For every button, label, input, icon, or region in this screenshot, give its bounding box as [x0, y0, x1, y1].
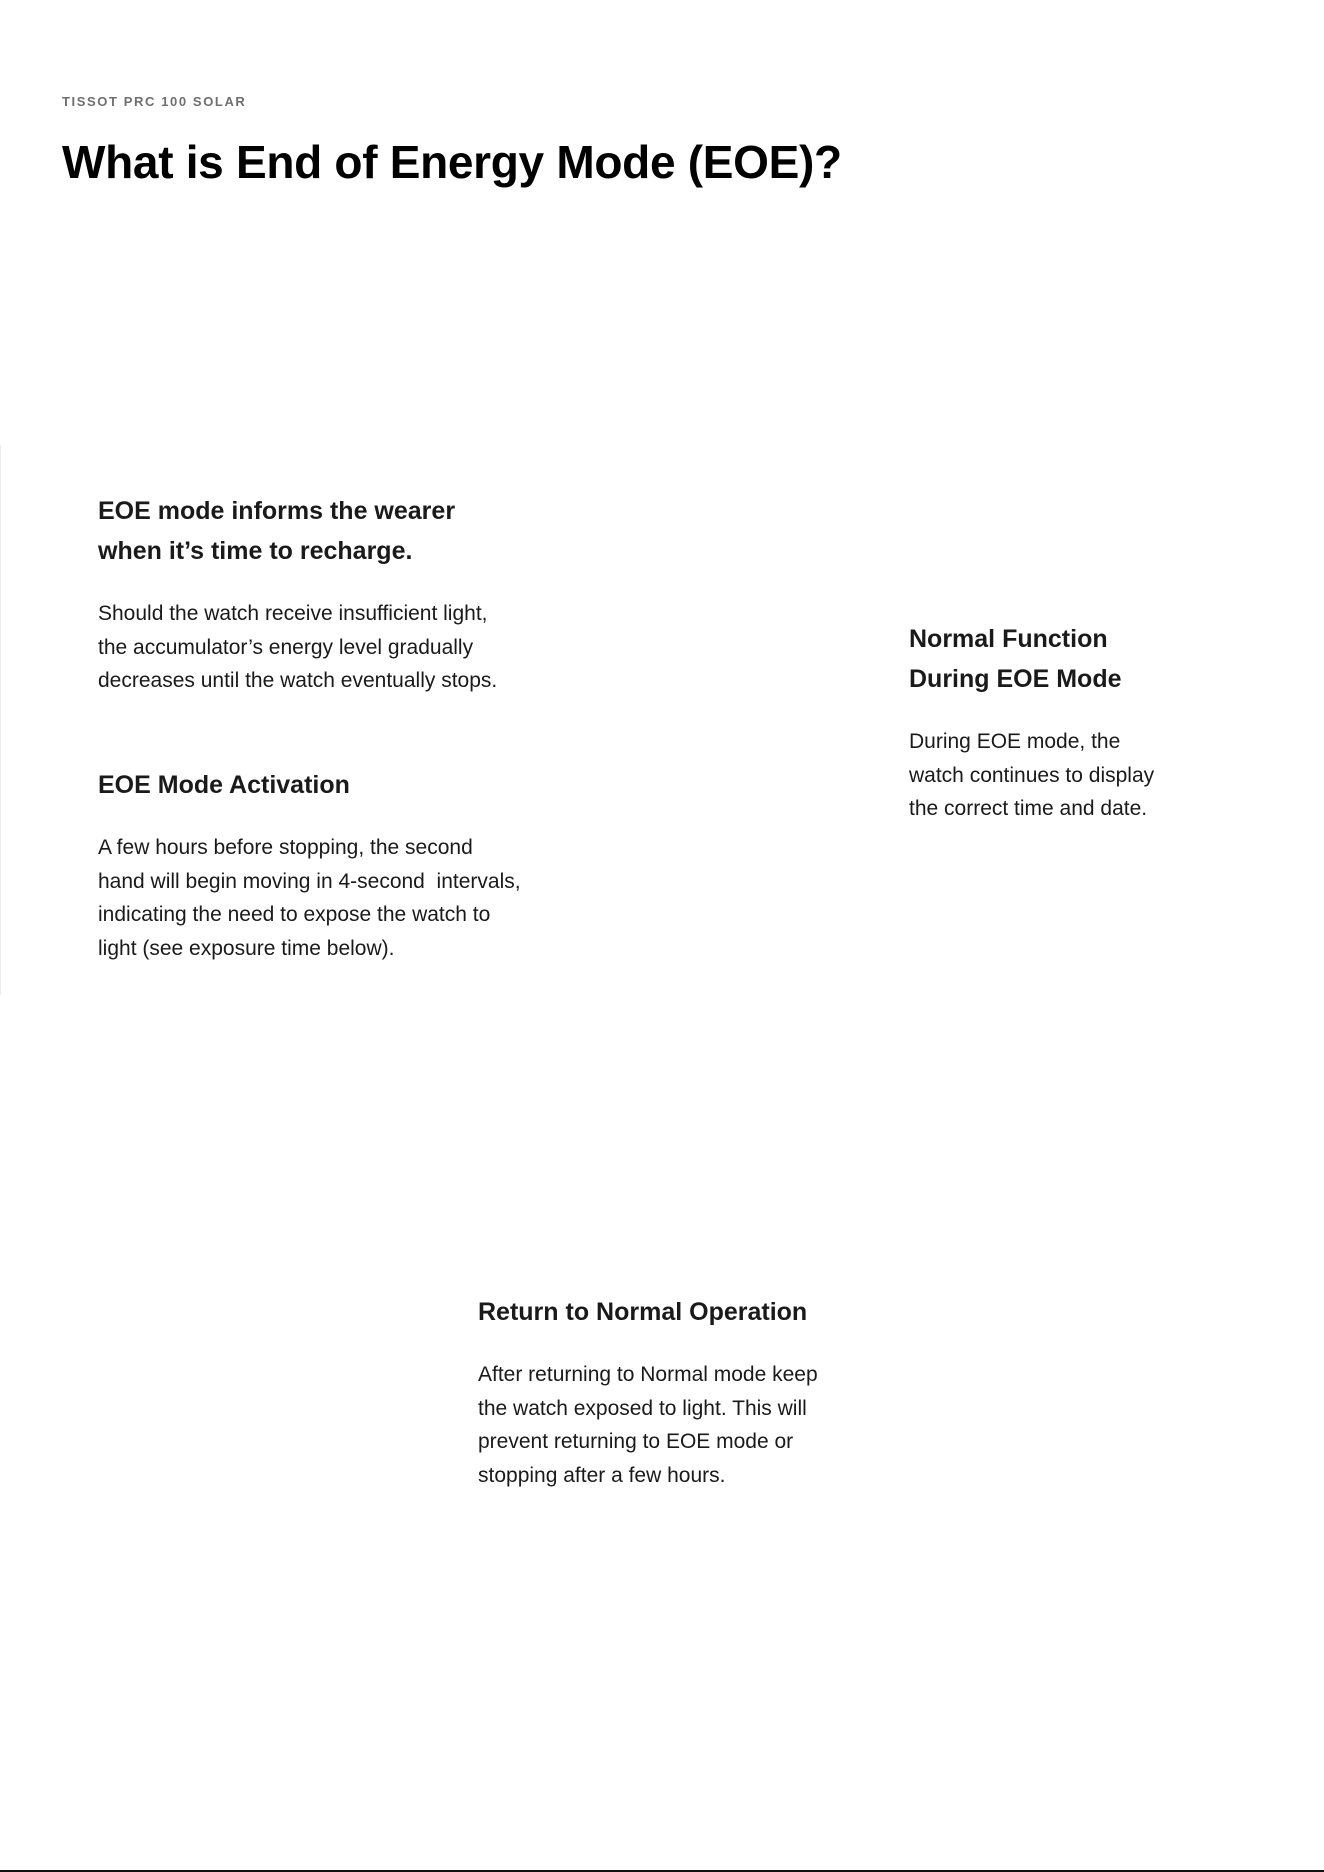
normal-function-heading [909, 619, 1209, 699]
left-edge-divider [0, 445, 1, 995]
intro-body-line: the accumulator’s energy level gradually [98, 635, 474, 659]
intro-heading-line: EOE mode informs the wearer [98, 497, 456, 525]
normal-function-body [909, 725, 1209, 826]
normal-function-heading-line: During EOE Mode [909, 665, 1122, 693]
normal-function-heading-line: Normal Function [909, 625, 1108, 653]
brand-eyebrow: TISSOT PRC 100 SOLAR [62, 94, 247, 109]
normal-function-body-line: watch continues to display [909, 763, 1155, 787]
return-heading: Return to Normal Operation [478, 1298, 808, 1326]
intro-body [98, 597, 568, 698]
normal-function-body-line: During EOE mode, the [909, 730, 1121, 753]
normal-function-section [909, 619, 1209, 826]
activation-body-line: indicating the need to expose the watch to [98, 903, 491, 926]
normal-function-body-line: the correct time and date. [909, 797, 1148, 820]
intro-body-line: decreases until the watch eventually stops. [98, 669, 498, 692]
activation-section [98, 765, 568, 965]
activation-body [98, 831, 568, 965]
activation-body-line: A few hours before stopping, the second [98, 836, 473, 859]
intro-body-line: Should the watch receive insufficient light, [98, 602, 488, 625]
intro-section [98, 491, 568, 698]
return-body-line: stopping after a few hours. [478, 1463, 726, 1487]
return-body-line: After returning to Normal mode keep [478, 1363, 818, 1386]
activation-body-line: hand will begin moving in 4-second intervals, [98, 869, 521, 893]
activation-body-line: light (see exposure time below). [98, 936, 395, 960]
activation-heading: EOE Mode Activation [98, 771, 350, 799]
intro-heading [98, 491, 568, 571]
intro-heading-line: when it’s time to recharge. [98, 537, 413, 565]
return-section [478, 1292, 878, 1492]
return-body-line: the watch exposed to light. This will [478, 1396, 807, 1420]
page-title: What is End of Energy Mode (EOE)? [62, 136, 842, 188]
return-body-line: prevent returning to EOE mode or [478, 1430, 794, 1453]
return-body [478, 1358, 878, 1492]
